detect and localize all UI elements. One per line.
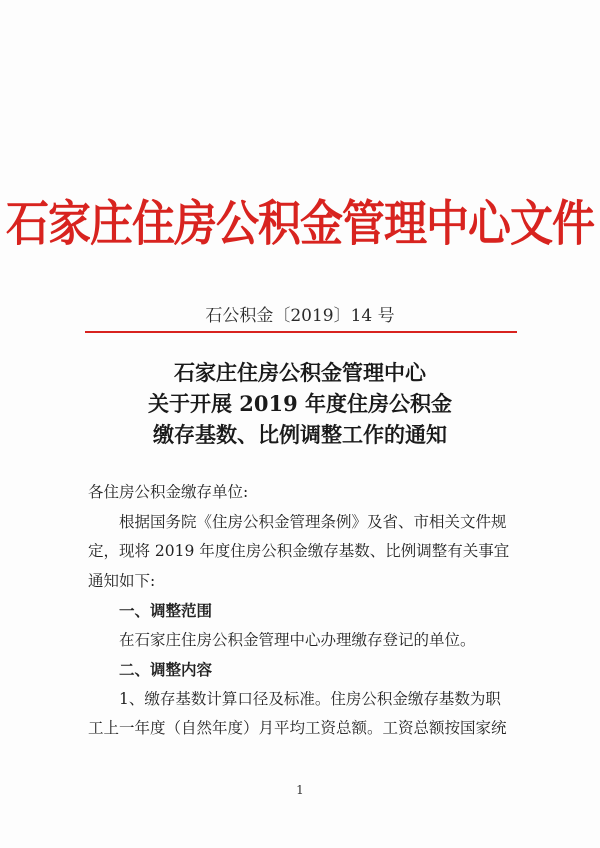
document-number: 石公积金〔2019〕14 号 bbox=[205, 306, 395, 326]
heading-line-2: 关于开展 2019 年度住房公积金 bbox=[147, 391, 453, 416]
heading-line-3: 缴存基数、比例调整工作的通知 bbox=[153, 422, 447, 447]
section-1-text: 在石家庄住房公积金管理中心办理缴存登记的单位。 bbox=[119, 630, 476, 649]
section-1-title: 一、调整范围 bbox=[119, 601, 213, 620]
notice-heading bbox=[0, 357, 600, 450]
body-line-3: 通知如下: bbox=[88, 571, 156, 590]
recipient-line: 各住房公积金缴存单位: bbox=[88, 483, 249, 501]
section-2-title: 二、调整内容 bbox=[119, 660, 213, 679]
page-number: 1 bbox=[296, 783, 304, 797]
notice-body bbox=[88, 478, 528, 744]
heading-line-1: 石家庄住房公积金管理中心 bbox=[174, 360, 426, 385]
body-line-2: 定，现将 2019 年度住房公积金缴存基数、比例调整有关事宜 bbox=[88, 542, 510, 560]
issuing-organization-title: 石家庄住房公积金管理中心文件 bbox=[6, 196, 594, 253]
red-divider-line bbox=[85, 331, 517, 333]
section-2-line-2: 工上一年度（自然年度）月平均工资总额。工资总额按国家统 bbox=[88, 719, 507, 737]
body-line-1: 根据国务院《住房公积金管理条例》及省、市相关文件规 bbox=[119, 512, 507, 531]
section-2-line-1: 1、缴存基数计算口径及标准。住房公积金缴存基数为职 bbox=[119, 689, 501, 708]
